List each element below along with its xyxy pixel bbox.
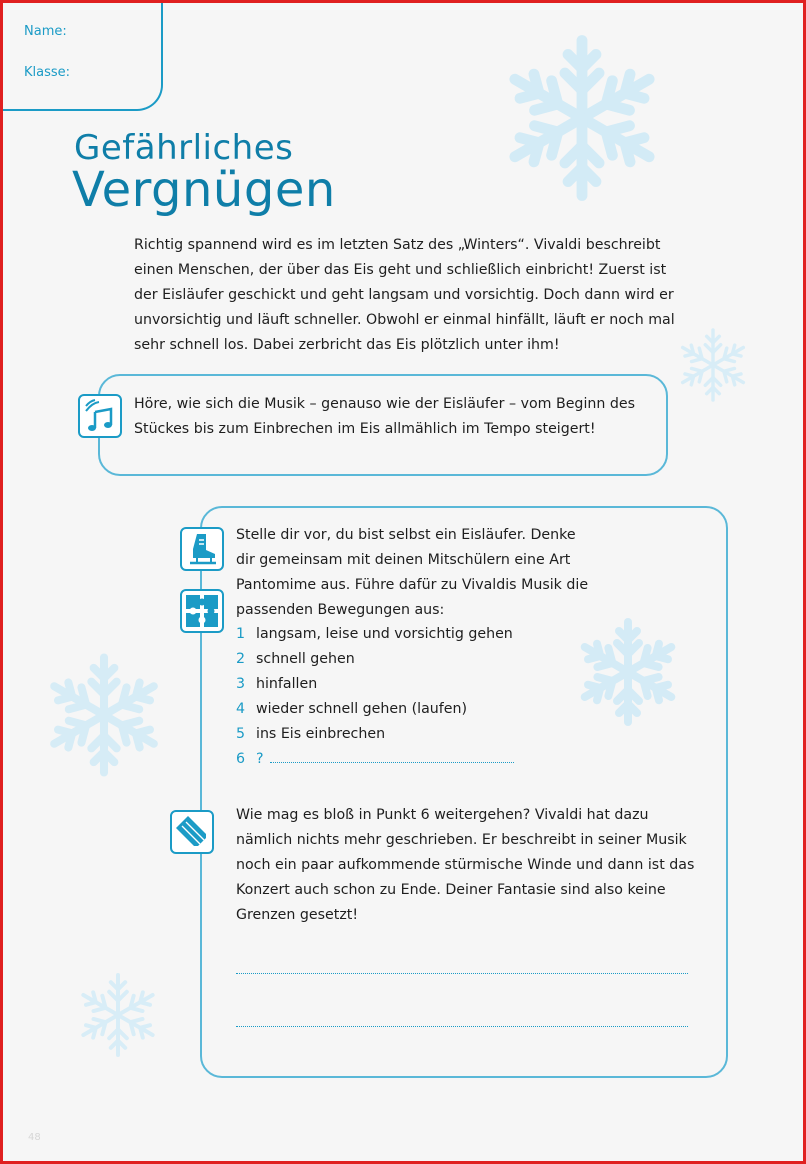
- writing-line[interactable]: [236, 973, 688, 974]
- list-item: [236, 647, 514, 672]
- list-text: langsam, leise und vorsichtig gehen: [256, 626, 513, 642]
- answer-line[interactable]: [270, 752, 514, 763]
- list-text: ?: [256, 751, 264, 767]
- class-label: Klasse:: [24, 65, 71, 80]
- intro-paragraph: Richtig spannend wird es im letzten Satz des „Winters“. Vivaldi beschreibt einen Menschen, der über das Eis geht und schließlich einbricht! Zuerst ist der Eisläufer geschickt und geht langsam und vorsichtig. Doch dann wird er unvorsichtig und läuft schneller. Obwohl er einmal hinfällt, läuft er noch mal sehr schnell los. Dabei zerbricht das Eis plötzlich unter ihm!: [134, 237, 675, 353]
- list-item: [236, 747, 514, 772]
- list-item: [236, 622, 514, 647]
- name-class-box: [3, 3, 163, 111]
- list-text: wieder schnell gehen (laufen): [256, 701, 468, 717]
- list-number: 2: [236, 651, 246, 667]
- task1-box: [98, 374, 668, 476]
- task3-text: Wie mag es bloß in Punkt 6 weitergehen? Vivaldi hat dazu nämlich nichts mehr geschrieben. Er beschreibt in seiner Musik noch ein paar aufkommende stürmische Winde und dann ist das Konzert auch schon zu Ende. Deiner Fantasie sind also keine Grenzen gesetzt!: [236, 807, 695, 923]
- task2-box: [200, 506, 728, 1078]
- writing-line[interactable]: [236, 1026, 688, 1027]
- list-number: 3: [236, 676, 246, 692]
- list-item: [236, 672, 514, 697]
- list-number: 4: [236, 701, 246, 717]
- page-number: 48: [28, 1132, 41, 1143]
- list-number: 6: [236, 751, 246, 767]
- puzzle-icon: [180, 589, 224, 633]
- pencil-icon: [170, 810, 214, 854]
- list-item: [236, 722, 514, 747]
- music-note-icon: [78, 394, 122, 438]
- list-number: 5: [236, 726, 246, 742]
- list-number: 1: [236, 626, 246, 642]
- list-item: [236, 697, 514, 722]
- list-text: hinfallen: [256, 676, 318, 692]
- page-title-line2: Vergnügen: [72, 162, 336, 218]
- task2-text: Stelle dir vor, du bist selbst ein Eisläufer. Denke dir gemeinsam mit deinen Mitschülern eine Art Pantomime aus. Führe dafür zu Vivaldis Musik die passenden Bewegungen aus:: [236, 527, 589, 618]
- list-text: ins Eis einbrechen: [256, 726, 386, 742]
- list-text: schnell gehen: [256, 651, 355, 667]
- task1-text: Höre, wie sich die Musik – genauso wie der Eisläufer – vom Beginn des Stückes bis zum Einbrechen im Eis allmählich im Tempo steigert!: [134, 396, 636, 437]
- page-title-line1: Gefährliches: [74, 128, 294, 168]
- movement-list: [236, 622, 514, 772]
- ice-skate-icon: [180, 527, 224, 571]
- name-label: Name:: [24, 24, 67, 39]
